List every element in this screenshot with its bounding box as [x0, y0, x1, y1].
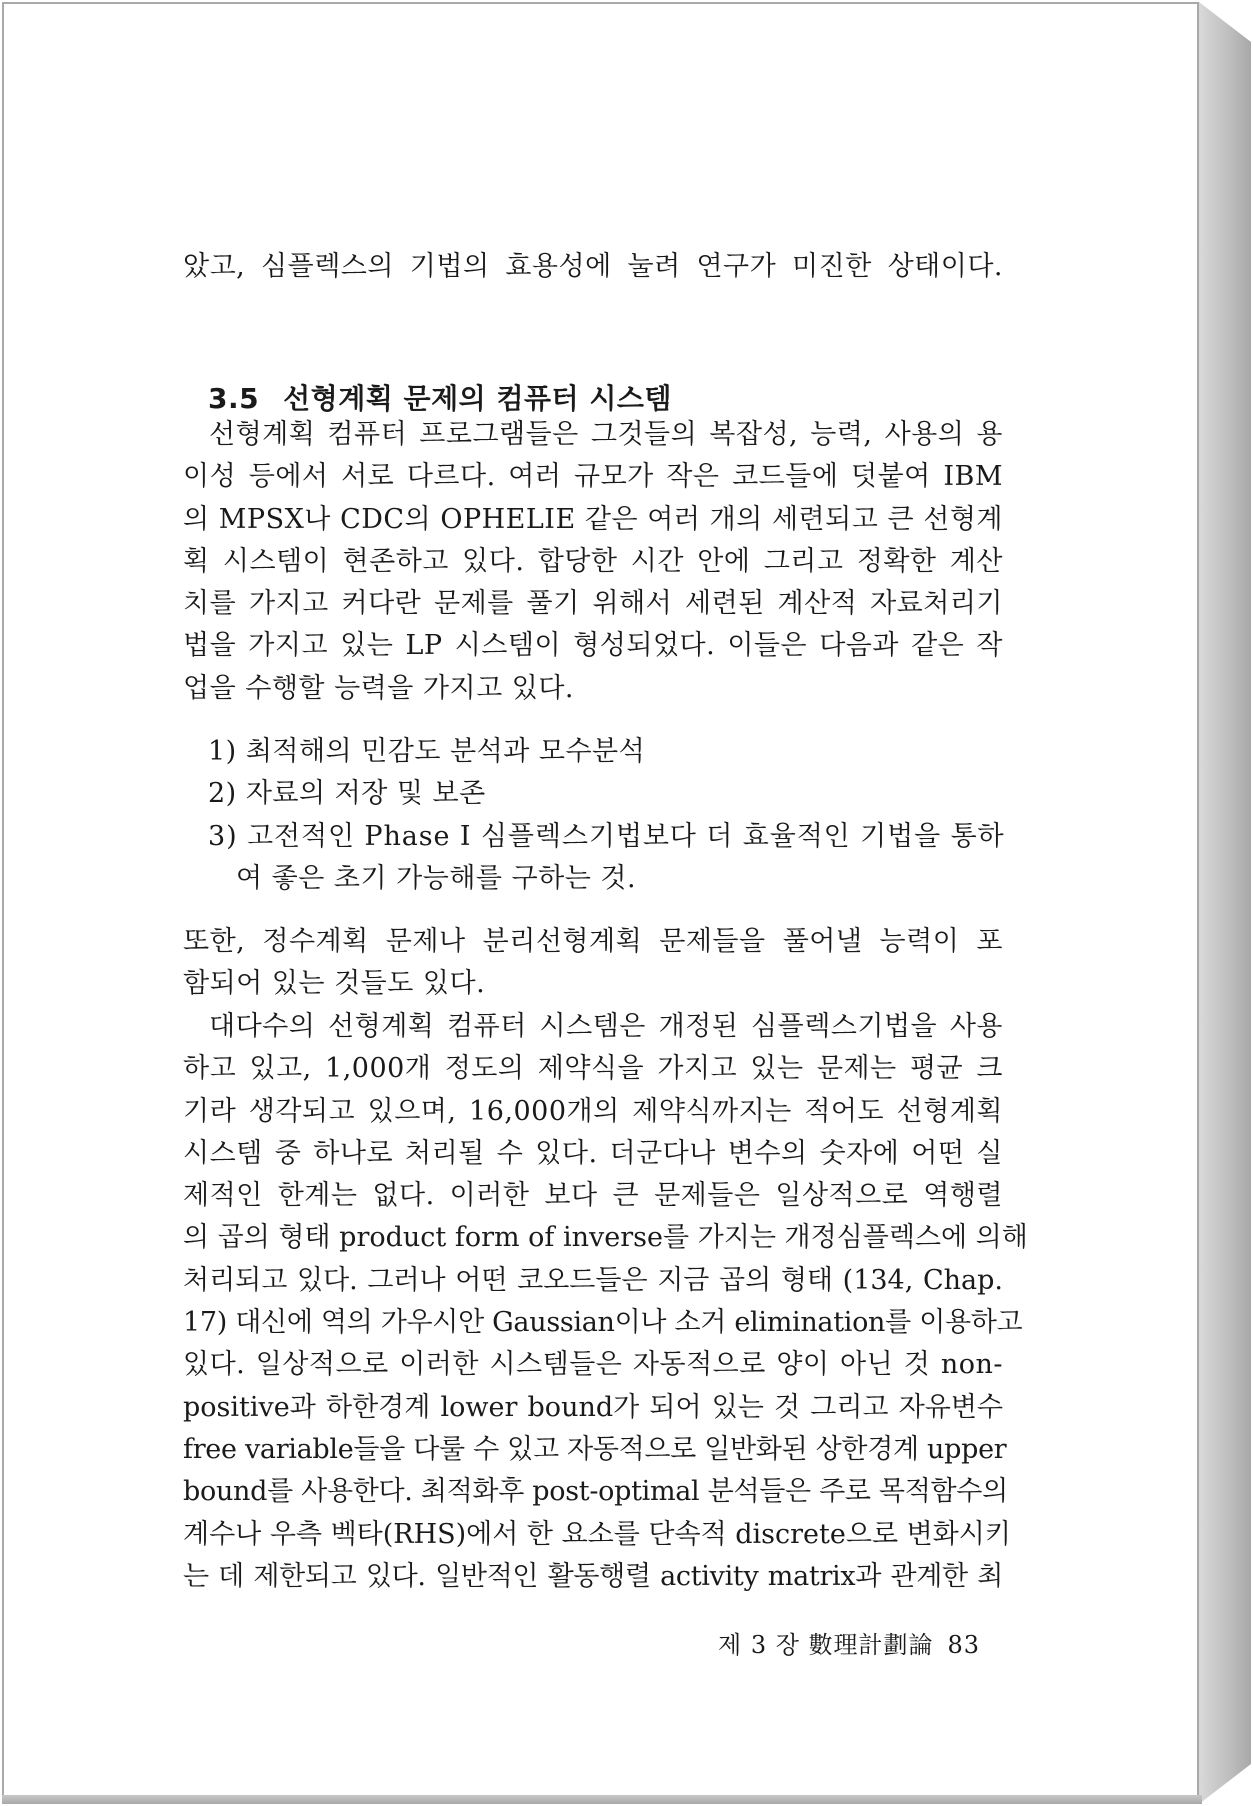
- text-line: 는 데 제한되고 있다. 일반적인 활동행렬 activity matrix과 관계한 최: [183, 1560, 1003, 1592]
- text-line: 처리되고 있다. 그러나 어떤 코오드들은 지금 곱의 형태 (134, Chap.: [183, 1264, 1003, 1296]
- list-item: [208, 816, 1003, 858]
- section-title: 선형계획 문제의 컴퓨터 시스템: [283, 382, 672, 415]
- text-line: 대다수의 선형계획 컴퓨터 시스템은 개정된 심플렉스기법을 사용: [209, 1011, 1003, 1042]
- text-line: free variable들을 다룰 수 있고 자동적으로 일반화된 상한경계 upper: [183, 1433, 1007, 1465]
- numbered-list: [208, 731, 1003, 900]
- text-line: 17) 대신에 역의 가우시안 Gaussian이나 소거 elimination를 이용하고: [183, 1307, 1023, 1339]
- text-line: 치를 가지고 커다란 문제를 풀기 위해서 세련된 계산적 자료처리기: [183, 588, 1003, 620]
- text-line: 획 시스템이 현존하고 있다. 합당한 시간 안에 그리고 정확한 계산: [183, 545, 1003, 577]
- section-heading: [208, 377, 672, 417]
- paragraph-2: [183, 921, 1003, 1006]
- intro-paragraph: [183, 246, 1003, 288]
- text-line: 기라 생각되고 있으며, 16,000개의 제약식까지는 적어도 선형계획: [183, 1095, 1003, 1127]
- list-text: 자료의 저장 및 보존: [245, 778, 486, 810]
- paragraph-1: [183, 414, 1003, 710]
- text-line: 시스템 중 하나로 처리될 수 있다. 더군다나 변수의 숫자에 어떤 실: [183, 1137, 1003, 1169]
- list-item: [208, 731, 1003, 773]
- text-line: 이성 등에서 서로 다르다. 여러 규모가 작은 코드들에 덧붙여 IBM: [183, 461, 1003, 493]
- intro-line: 았고, 심플렉스의 기법의 효용성에 눌려 연구가 미진한 상태이다.: [183, 251, 1003, 282]
- text-line: 선형계획 컴퓨터 프로그램들은 그것들의 복잡성, 능력, 사용의 용: [209, 419, 1003, 450]
- text-line: 함되어 있는 것들도 있다.: [183, 968, 486, 1000]
- list-item: [208, 773, 1003, 815]
- text-line: positive과 하한경계 lower bound가 되어 있는 것 그리고 자유변수: [183, 1391, 1003, 1423]
- page-number: 83: [947, 1631, 981, 1659]
- text-line: 또한, 정수계획 문제나 분리선형계획 문제들을 풀어낼 능력이 포: [183, 926, 1003, 957]
- page-edge: [1199, 2, 1251, 1804]
- paragraph-3: [183, 1006, 1028, 1598]
- section-number: 3.5: [208, 382, 260, 415]
- running-footer: [718, 1625, 980, 1660]
- list-text: 고전적인 Phase I 심플렉스기법보다 더 효율적인 기법을 통하: [247, 820, 1005, 852]
- list-item-continuation: 여 좋은 초기 가능해를 구하는 것.: [236, 862, 637, 894]
- list-text: 최적해의 민감도 분석과 모수분석: [245, 736, 646, 767]
- text-line: 업을 수행할 능력을 가지고 있다.: [183, 672, 574, 704]
- list-marker: 2): [208, 778, 237, 810]
- text-line: 계수나 우측 벡타(RHS)에서 한 요소를 단속적 discrete으로 변화시키: [183, 1518, 1011, 1550]
- text-line: 있다. 일상적으로 이러한 시스템들은 자동적으로 양이 아닌 것 non-: [183, 1349, 1003, 1381]
- text-line: bound를 사용한다. 최적화후 post-optimal 분석들은 주로 목적함수의: [183, 1476, 1008, 1508]
- page-edge-bottom: [2, 1795, 1202, 1804]
- text-line: 하고 있고, 1,000개 정도의 제약식을 가지고 있는 문제는 평균 크: [183, 1053, 1003, 1085]
- text-line: 의 MPSX나 CDC의 OPHELIE 같은 여러 개의 세련되고 큰 선형계: [183, 503, 1003, 535]
- text-line: 의 곱의 형태 product form of inverse를 가지는 개정심플렉스에 의해: [183, 1222, 1028, 1254]
- text-line: 법을 가지고 있는 LP 시스템이 형성되었다. 이들은 다음과 같은 작: [183, 630, 1003, 662]
- text-line: 제적인 한계는 없다. 이러한 보다 큰 문제들은 일상적으로 역행렬: [183, 1180, 1003, 1212]
- chapter-title: 제 3 장 數理計劃論: [718, 1631, 934, 1659]
- list-marker: 3): [208, 820, 238, 852]
- list-marker: 1): [208, 736, 237, 767]
